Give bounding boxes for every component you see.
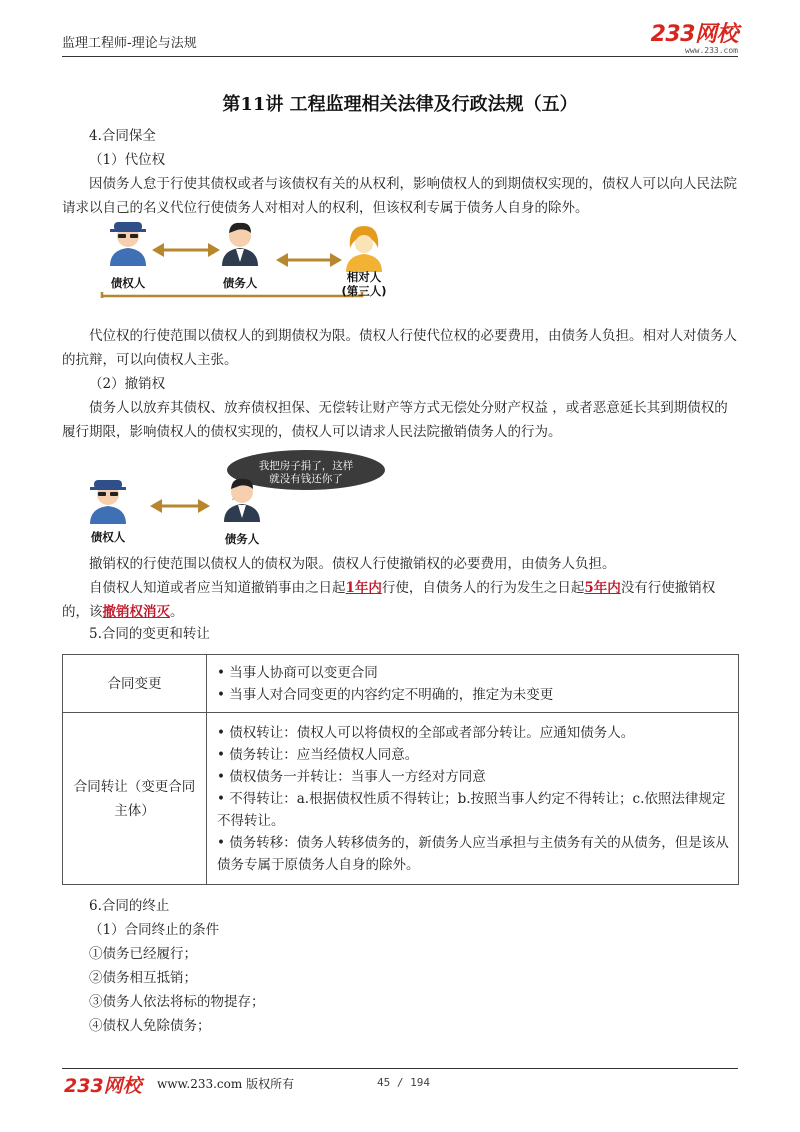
page-number: 45 / 194 [377, 1076, 430, 1089]
figure-graphics [62, 450, 738, 546]
list-item: ①债务已经履行； [89, 946, 197, 962]
third-party-person-icon [346, 226, 382, 272]
logo-url: www.233.com [685, 46, 738, 55]
debtor-person-icon [222, 223, 258, 266]
paragraph: 撤销权的行使范围以债权人的债权为限。债权人行使撤销权的必要费用，由债务人负担。 [89, 556, 616, 572]
highlight: 1年内 [345, 580, 382, 596]
row-key: 合同变更 [63, 655, 207, 713]
list-item: • 当事人对合同变更的内容约定不明确的，推定为未变更 [217, 686, 554, 703]
sub-heading: （1）代位权 [89, 152, 166, 168]
list-item: ②债务相互抵销； [89, 970, 197, 986]
debtor-label: 债务人 [222, 276, 258, 290]
creditor-person-icon [90, 480, 126, 524]
list-item: • 当事人协商可以变更合同 [217, 664, 378, 681]
table-row [63, 713, 739, 885]
contract-change-table [62, 654, 739, 885]
third-party-label-line1: 相对人 [346, 270, 382, 284]
row-value [207, 655, 739, 713]
sub-heading: （1）合同终止的条件 [89, 922, 220, 938]
revocation-figure [62, 450, 738, 546]
paragraph: 因债务人怠于行使其债权或者与该债权有关的从权利，影响债权人的到期债权实现的，债权人可以向人民法院请求以自己的名义代位行使债务人对相对人的权利，但该权利专属于债务人自身的除外。 [62, 176, 737, 216]
double-arrow-icon [276, 253, 342, 267]
list-item: ④债权人免除债务； [89, 1018, 211, 1034]
debtor-person-icon [224, 479, 260, 522]
double-arrow-icon [152, 243, 220, 257]
bubble-line2: 就没有钱还你了 [269, 473, 343, 485]
brand-logo [651, 24, 738, 55]
footer-rule [62, 1068, 738, 1069]
double-arrow-icon [150, 499, 210, 513]
row-key: 合同转让（变更合同主体） [63, 713, 207, 885]
paragraph: 债务人以放弃其债权、放弃债权担保、无偿转让财产等方式无偿处分财产权益 ，或者恶意延长其到期债权的履行期限，影响债权人的债权实现的，债权人可以请求人民法院撤销债务人的行为。 [62, 400, 728, 440]
return-arrow-icon [102, 292, 362, 298]
debtor-label: 债务人 [224, 532, 260, 546]
section-heading: 6.合同的终止 [89, 898, 170, 914]
row-value [207, 713, 739, 885]
creditor-person-icon [110, 222, 146, 266]
third-party-label [324, 270, 404, 298]
creditor-label: 债权人 [110, 276, 146, 290]
highlight: 5年内 [584, 580, 621, 596]
footer-logo: 233网校 [64, 1075, 142, 1097]
table-row [63, 655, 739, 713]
list-item: • 债权转让：债权人可以将债权的全部或者部分转让。应通知债务人。 [217, 724, 635, 741]
third-party-label-line2: (第三人) [341, 284, 387, 298]
copyright-text: www.233.com 版权所有 [157, 1077, 295, 1091]
page-title: 第11讲 工程监理相关法律及行政法规（五） [222, 94, 578, 115]
page-header [62, 22, 738, 58]
section-heading: 5.合同的变更和转让 [89, 626, 210, 642]
text: 没有行使撤销权的，该 [62, 580, 716, 620]
text: 自债权人知道或者应当知道撤销事由之日起 [89, 580, 346, 596]
section-heading: 4.合同保全 [89, 128, 156, 144]
sub-heading: （2）撤销权 [89, 376, 166, 392]
page-footer [62, 1068, 738, 1108]
subrogation-figure [62, 218, 738, 298]
logo-text: 233网校 [650, 22, 738, 47]
list-item: • 不得转让：a.根据债权性质不得转让；b.按照当事人约定不得转让；c.依照法律规定不得转让。 [217, 790, 726, 829]
paragraph: 代位权的行使范围以债权人的到期债权为限。债权人行使代位权的必要费用，由债务人负担。相对人对债务人的抗辩，可以向债权人主张。 [62, 328, 737, 368]
text: 行使，自债务人的行为发生之日起 [381, 580, 585, 596]
paragraph [62, 576, 738, 624]
list-item: ③债务人依法将标的物提存； [89, 994, 265, 1010]
bubble-line1: 我把房子捐了，这样 [258, 460, 354, 472]
header-rule [62, 56, 738, 57]
list-item: • 债务转移：债务人转移债务的，新债务人应当承担与主债务有关的从债务，但是该从债务专属于原债务人自身的除外。 [217, 834, 729, 873]
highlight: 撤销权消灭 [102, 604, 170, 620]
list-item: • 债务转让：应当经债权人同意。 [217, 746, 419, 763]
text: 。 [170, 604, 184, 620]
creditor-label: 债权人 [90, 530, 126, 544]
list-item: • 债权债务一并转让：当事人一方经对方同意 [217, 768, 486, 785]
course-name: 监理工程师-理论与法规 [62, 36, 197, 51]
